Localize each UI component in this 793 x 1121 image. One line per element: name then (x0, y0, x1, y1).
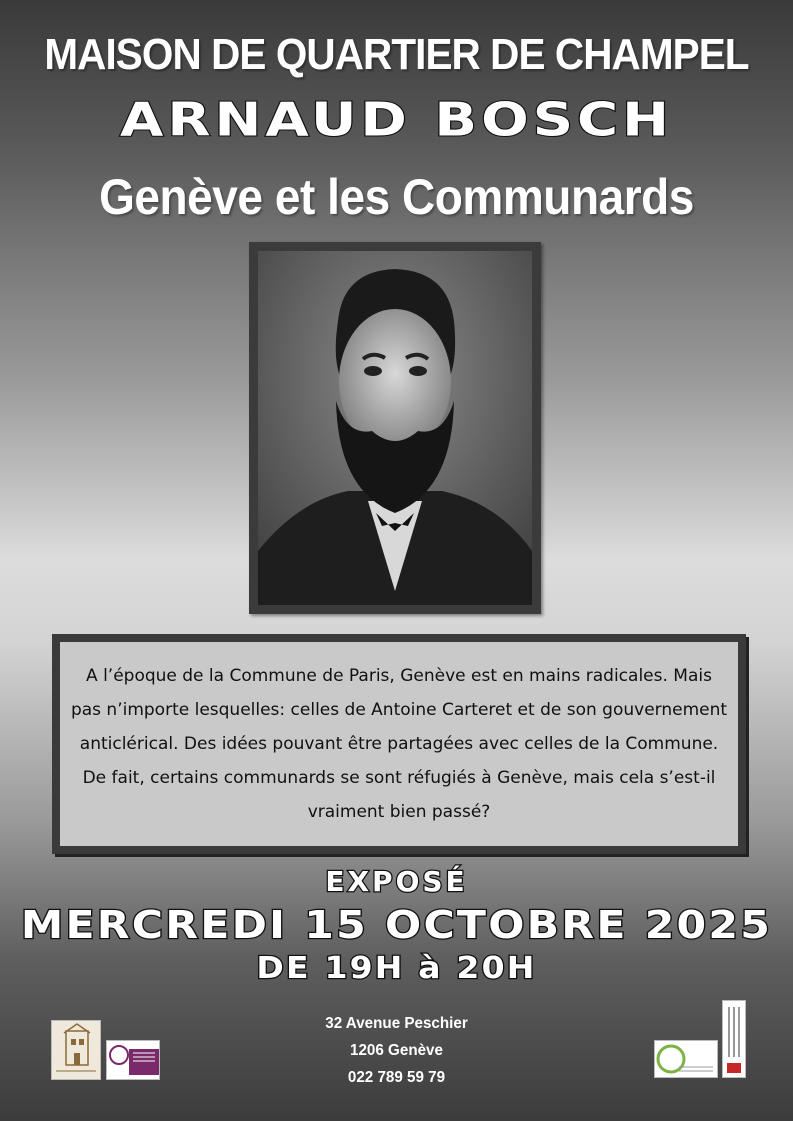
event-time: DE 19H à 20H (256, 951, 537, 986)
fase-logo (106, 1040, 160, 1080)
address-street: 32 Avenue Peschier (325, 1015, 468, 1032)
portrait-photo-icon (258, 251, 532, 605)
portrait-frame (249, 242, 541, 614)
address-city: 1206 Genève (350, 1042, 443, 1059)
speaker-name: ARNAUD BOSCH (120, 93, 673, 148)
description-box (52, 634, 746, 854)
address-phone: 022 789 59 79 (347, 1069, 446, 1086)
ville-geneve-logo (722, 1000, 746, 1078)
talk-title: Genève et les Communards (99, 169, 694, 225)
event-date: MERCREDI 15 OCTOBRE 2025 (20, 903, 773, 947)
venue-heading: MAISON DE QUARTIER DE CHAMPEL (44, 30, 749, 79)
maison-champel-logo (51, 1020, 101, 1080)
event-type: EXPOSÉ (325, 865, 468, 898)
description-text: A l’époque de la Commune de Paris, Genève est en mains radicales. Mais pas n’importe lesquelles: celles de Antoine Carteret et de son gouvernement anticlérical. Des idées pouvant être partagées avec celles de la Commune. De fait, certains communards se sont réfugiés à Genève, mais cela s’est-il vraiment bien passé? (70, 666, 728, 822)
fclr-logo (654, 1040, 718, 1078)
